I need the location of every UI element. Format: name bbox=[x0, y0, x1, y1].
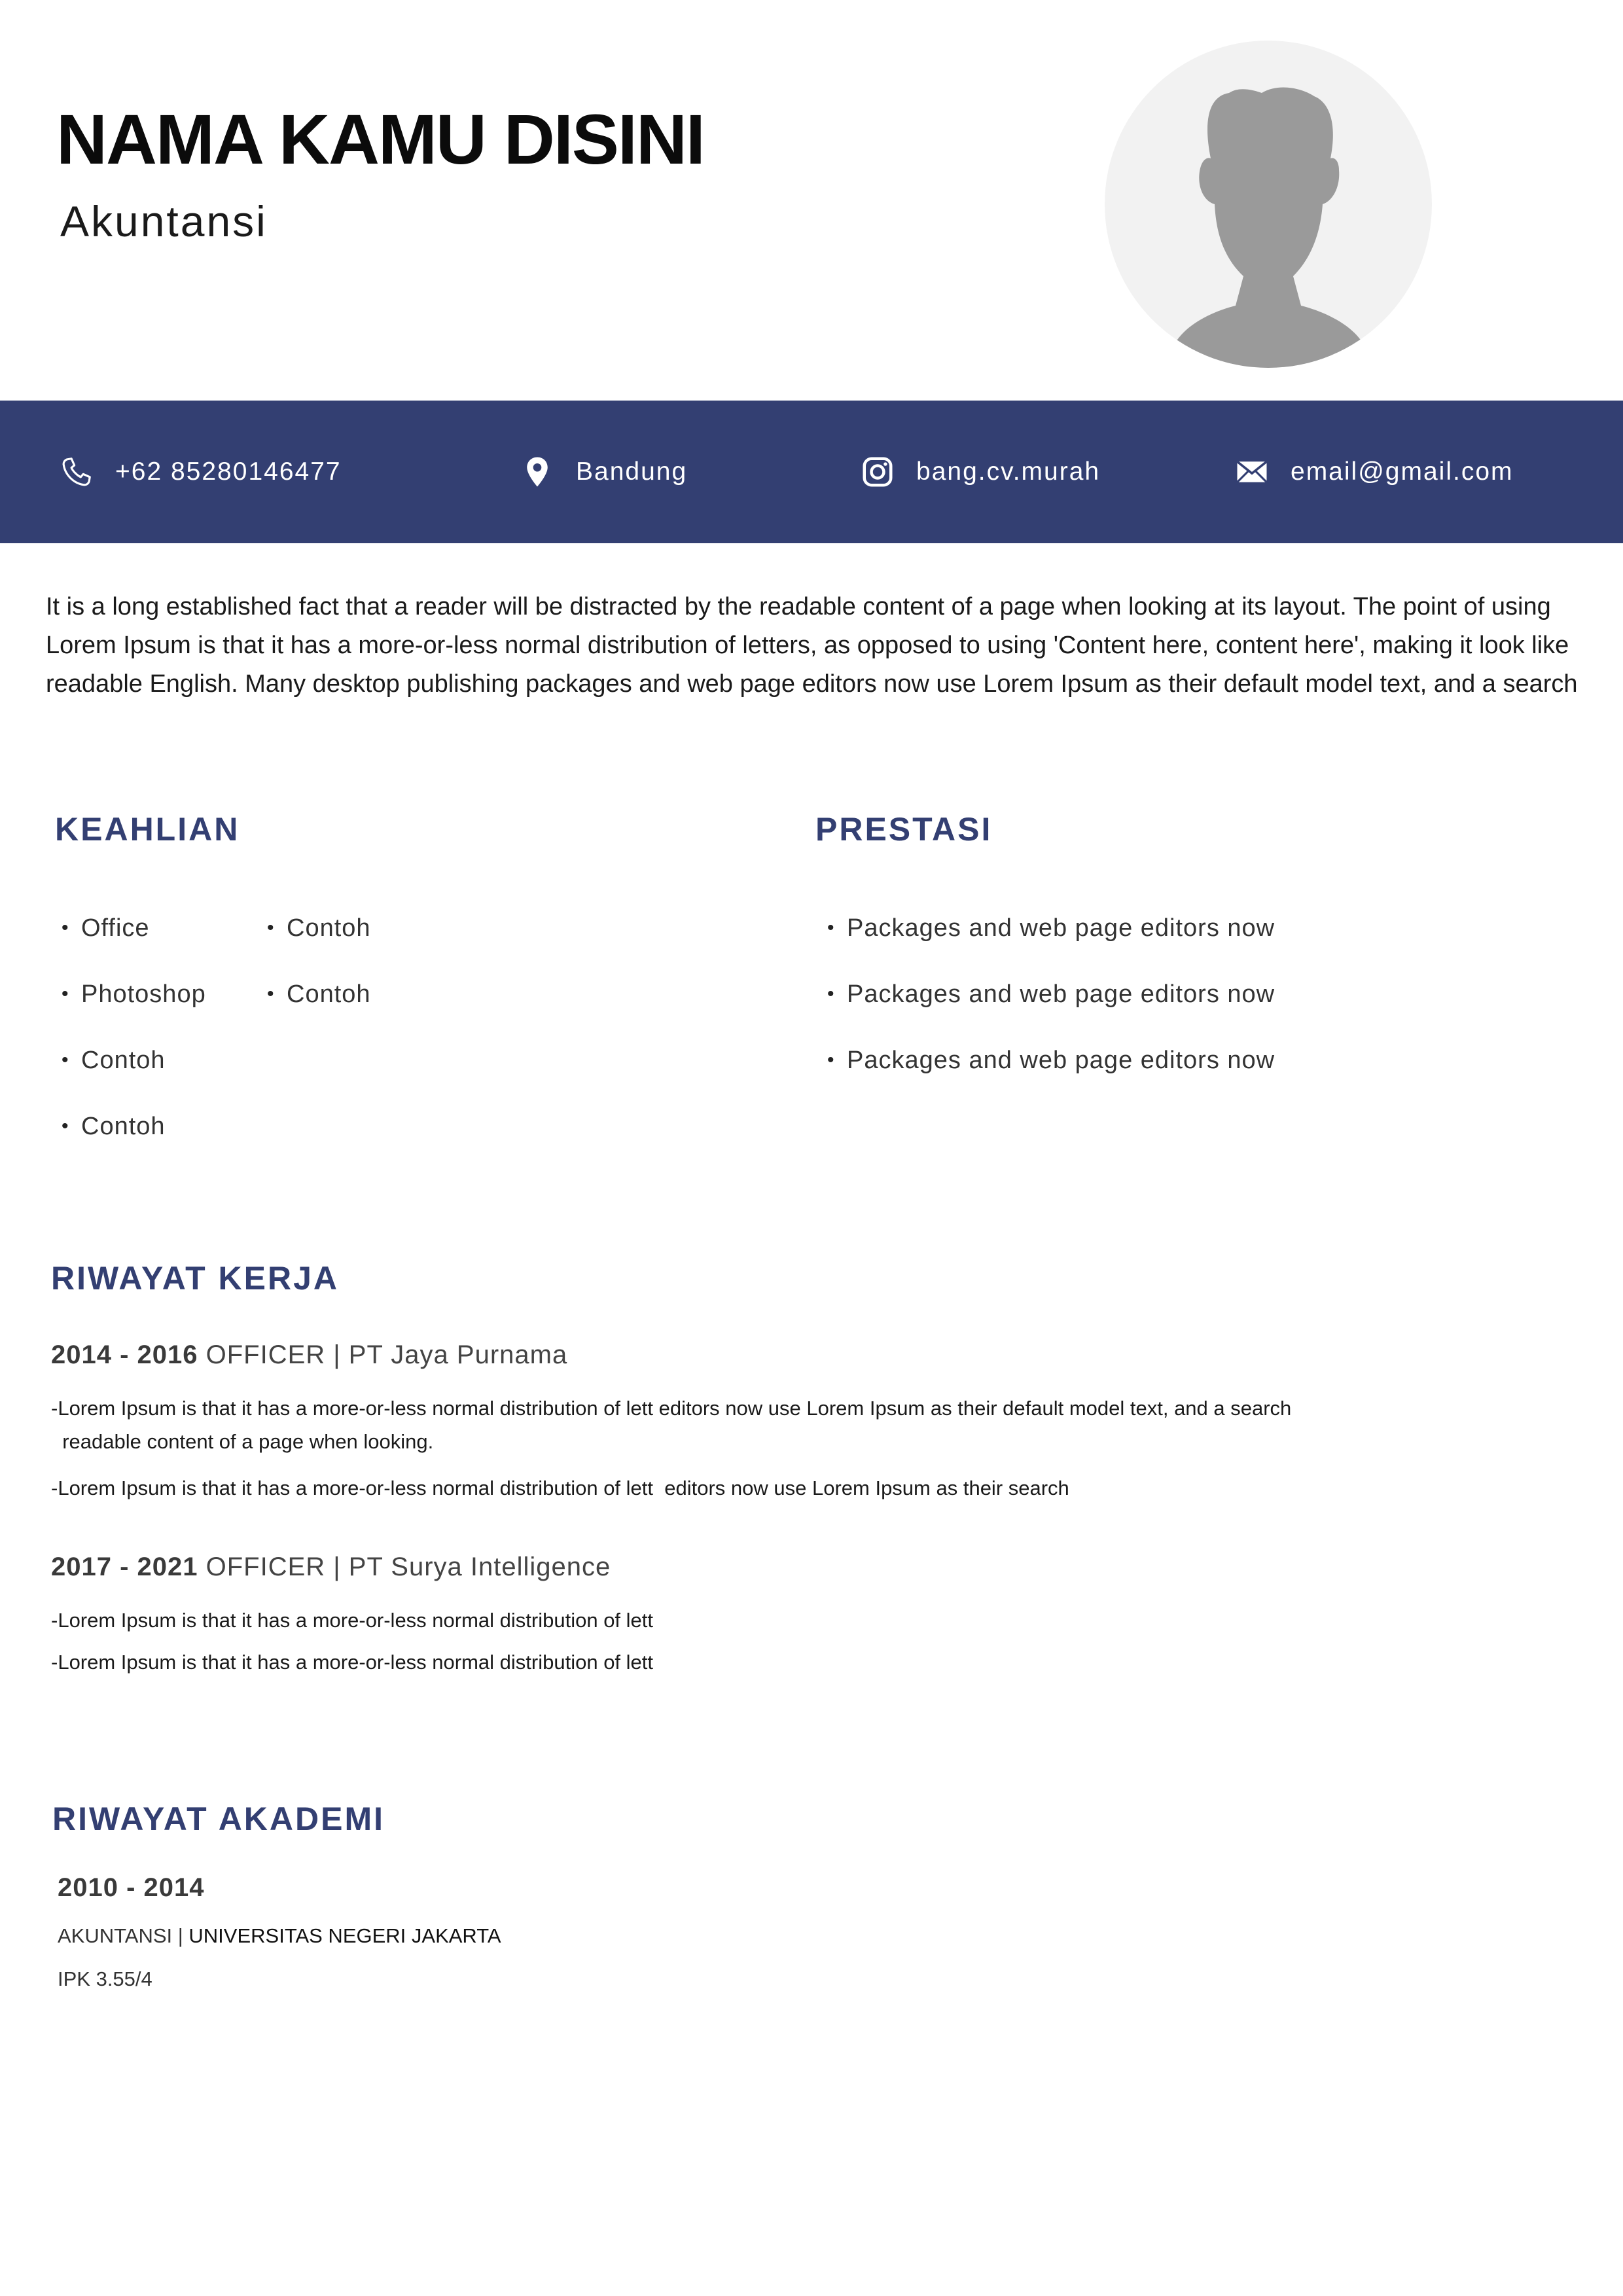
email-icon bbox=[1233, 453, 1271, 491]
achievement-item: • Packages and web page editors now bbox=[825, 908, 1275, 975]
skill-item: • Office bbox=[59, 908, 206, 975]
contact-location bbox=[518, 401, 687, 543]
skills-list-right bbox=[264, 908, 371, 1041]
job-description-line: -Lorem Ipsum is that it has a more-or-less normal distribution of lett editors now use Lorem Ipsum as their search bbox=[51, 1477, 1069, 1499]
education-degree bbox=[58, 1924, 501, 1948]
education-major: AKUNTANSI | bbox=[58, 1924, 189, 1947]
job-header bbox=[51, 1552, 611, 1582]
education-heading: RIWAYAT AKADEMI bbox=[52, 1801, 385, 1837]
contact-location-text: Bandung bbox=[576, 457, 688, 486]
contact-phone bbox=[58, 401, 342, 543]
contact-instagram[interactable] bbox=[859, 401, 1100, 543]
job-years: 2014 - 2016 bbox=[51, 1340, 198, 1369]
job-header bbox=[51, 1340, 567, 1370]
achievements-list bbox=[825, 908, 1275, 1107]
contact-instagram-text[interactable]: bang.cv.murah bbox=[916, 457, 1101, 486]
education-gpa: IPK 3.55/4 bbox=[58, 1967, 152, 1990]
location-pin-icon bbox=[518, 453, 556, 491]
achievements-heading: PRESTASI bbox=[815, 811, 993, 848]
phone-icon bbox=[58, 453, 96, 491]
contact-email-text[interactable]: email@gmail.com bbox=[1291, 457, 1514, 486]
job-description-line: -Lorem Ipsum is that it has a more-or-less normal distribution of lett bbox=[51, 1651, 654, 1674]
person-silhouette-icon bbox=[1105, 41, 1432, 368]
job-description bbox=[51, 1391, 1291, 1458]
skill-item: • Contoh bbox=[264, 908, 371, 975]
education-years: 2010 - 2014 bbox=[58, 1873, 205, 1902]
skills-heading: KEAHLIAN bbox=[55, 811, 240, 848]
job-description-line: readable content of a page when looking. bbox=[51, 1430, 434, 1453]
skill-item: • Contoh bbox=[59, 1041, 206, 1107]
job-description-line: -Lorem Ipsum is that it has a more-or-less normal distribution of lett bbox=[51, 1609, 654, 1632]
skills-list-left bbox=[59, 908, 206, 1173]
achievement-item: • Packages and web page editors now bbox=[825, 1041, 1275, 1107]
candidate-name: NAMA KAMU DISINI bbox=[56, 99, 704, 179]
job-years: 2017 - 2021 bbox=[51, 1552, 198, 1581]
education-university: UNIVERSITAS NEGERI JAKARTA bbox=[188, 1924, 501, 1947]
achievement-item: • Packages and web page editors now bbox=[825, 975, 1275, 1041]
contact-phone-text: +62 85280146477 bbox=[115, 457, 342, 486]
candidate-role: Akuntansi bbox=[60, 197, 268, 245]
contact-email[interactable] bbox=[1233, 401, 1514, 543]
instagram-icon bbox=[859, 453, 897, 491]
profile-summary: It is a long established fact that a reader will be distracted by the readable content of a page when looking at its layout. The point of using Lorem Ipsum is that it has a more-or-less normal distribution of letters, as opposed to using 'Content here, content here', making it look like readable English. Many desktop publishing packages and web page editors now use Lorem Ipsum as their default model text, and a search bbox=[46, 593, 1578, 698]
skill-item: • Photoshop bbox=[59, 975, 206, 1041]
job-position: OFFICER | PT Surya Intelligence bbox=[198, 1552, 611, 1581]
job-position: OFFICER | PT Jaya Purnama bbox=[198, 1340, 568, 1369]
avatar bbox=[1105, 41, 1432, 368]
work-history-heading: RIWAYAT KERJA bbox=[51, 1260, 340, 1297]
job-description-line: -Lorem Ipsum is that it has a more-or-less normal distribution of lett editors now use Lorem Ipsum as their default model text, and a search bbox=[51, 1397, 1292, 1420]
contact-bar bbox=[0, 401, 1623, 543]
skill-item: • Contoh bbox=[59, 1107, 206, 1173]
skill-item: • Contoh bbox=[264, 975, 371, 1041]
